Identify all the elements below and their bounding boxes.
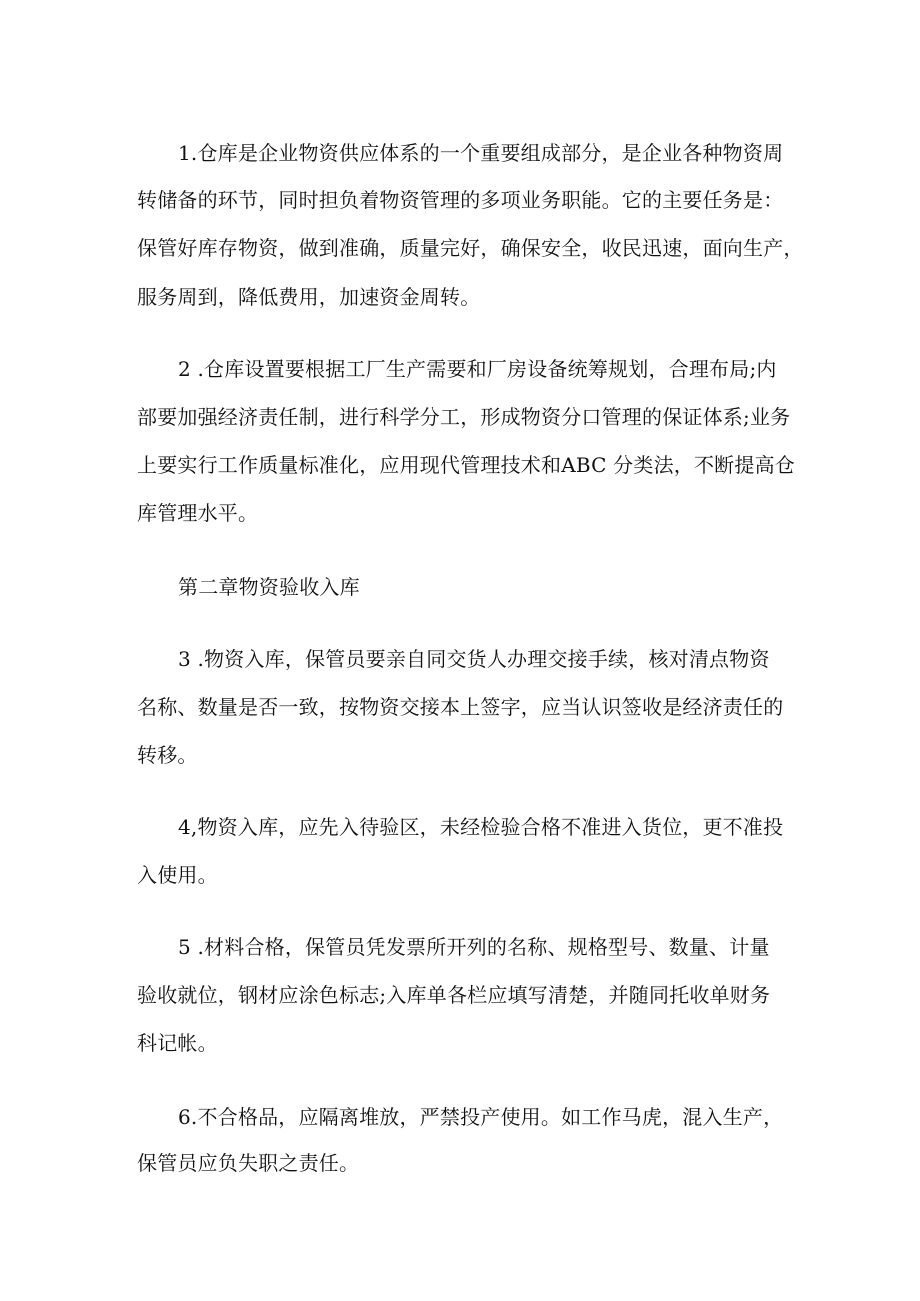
paragraph-1-line-1: 1.仓库是企业物资供应体系的一个重要组成部分，是企业各种物资周 [178,141,784,165]
paragraph-3-line-2: 名称、数量是否一致，按物资交接本上签字，应当认识签收是经济责任的 [137,695,784,719]
chapter-heading: 第二章物资验收入库 [178,575,360,599]
paragraph-5-line-3: 科记帐。 [137,1031,218,1055]
paragraph-1-line-3: 保管好库存物资，做到准确，质量完好，确保安全，收民迅速，面向生产， [137,236,804,260]
paragraph-1-line-4: 服务周到，降低费用，加速资金周转。 [137,285,481,309]
paragraph-3-line-1: 3 .物资入库，保管员要亲自同交货人办理交接手续，核对清点物资 [178,647,770,671]
paragraph-3-line-3: 转移。 [137,743,198,767]
paragraph-6-line-1: 6.不合格品，应隔离堆放，严禁投产使用。如工作马虎，混入生产， [178,1105,784,1129]
paragraph-5-line-2: 验收就位，钢材应涂色标志;入库单各栏应填写清楚，并随同托收单财务 [137,983,771,1007]
paragraph-6-line-2: 保管员应负失职之责任。 [137,1151,360,1175]
paragraph-4-line-1: 4,物资入库，应先入待验区，未经检验合格不准进入货位，更不准投 [178,815,784,839]
paragraph-2-line-1: 2 .仓库设置要根据工厂生产需要和厂房设备统筹规划，合理布局;内 [178,357,777,381]
paragraph-2-line-4: 库管理水平。 [137,501,259,525]
paragraph-5-line-1: 5 .材料合格，保管员凭发票所开列的名称、规格型号、数量、计量 [178,935,770,959]
paragraph-2-line-3: 上要实行工作质量标准化，应用现代管理技术和ABC 分类法，不断提高仓 [137,453,795,477]
paragraph-2-line-2: 部要加强经济责任制，进行科学分工，形成物资分口管理的保证体系;业务 [137,405,791,429]
paragraph-4-line-2: 入使用。 [137,863,218,887]
paragraph-1-line-2: 转储备的环节，同时担负着物资管理的多项业务职能。它的主要任务是： [137,188,784,212]
